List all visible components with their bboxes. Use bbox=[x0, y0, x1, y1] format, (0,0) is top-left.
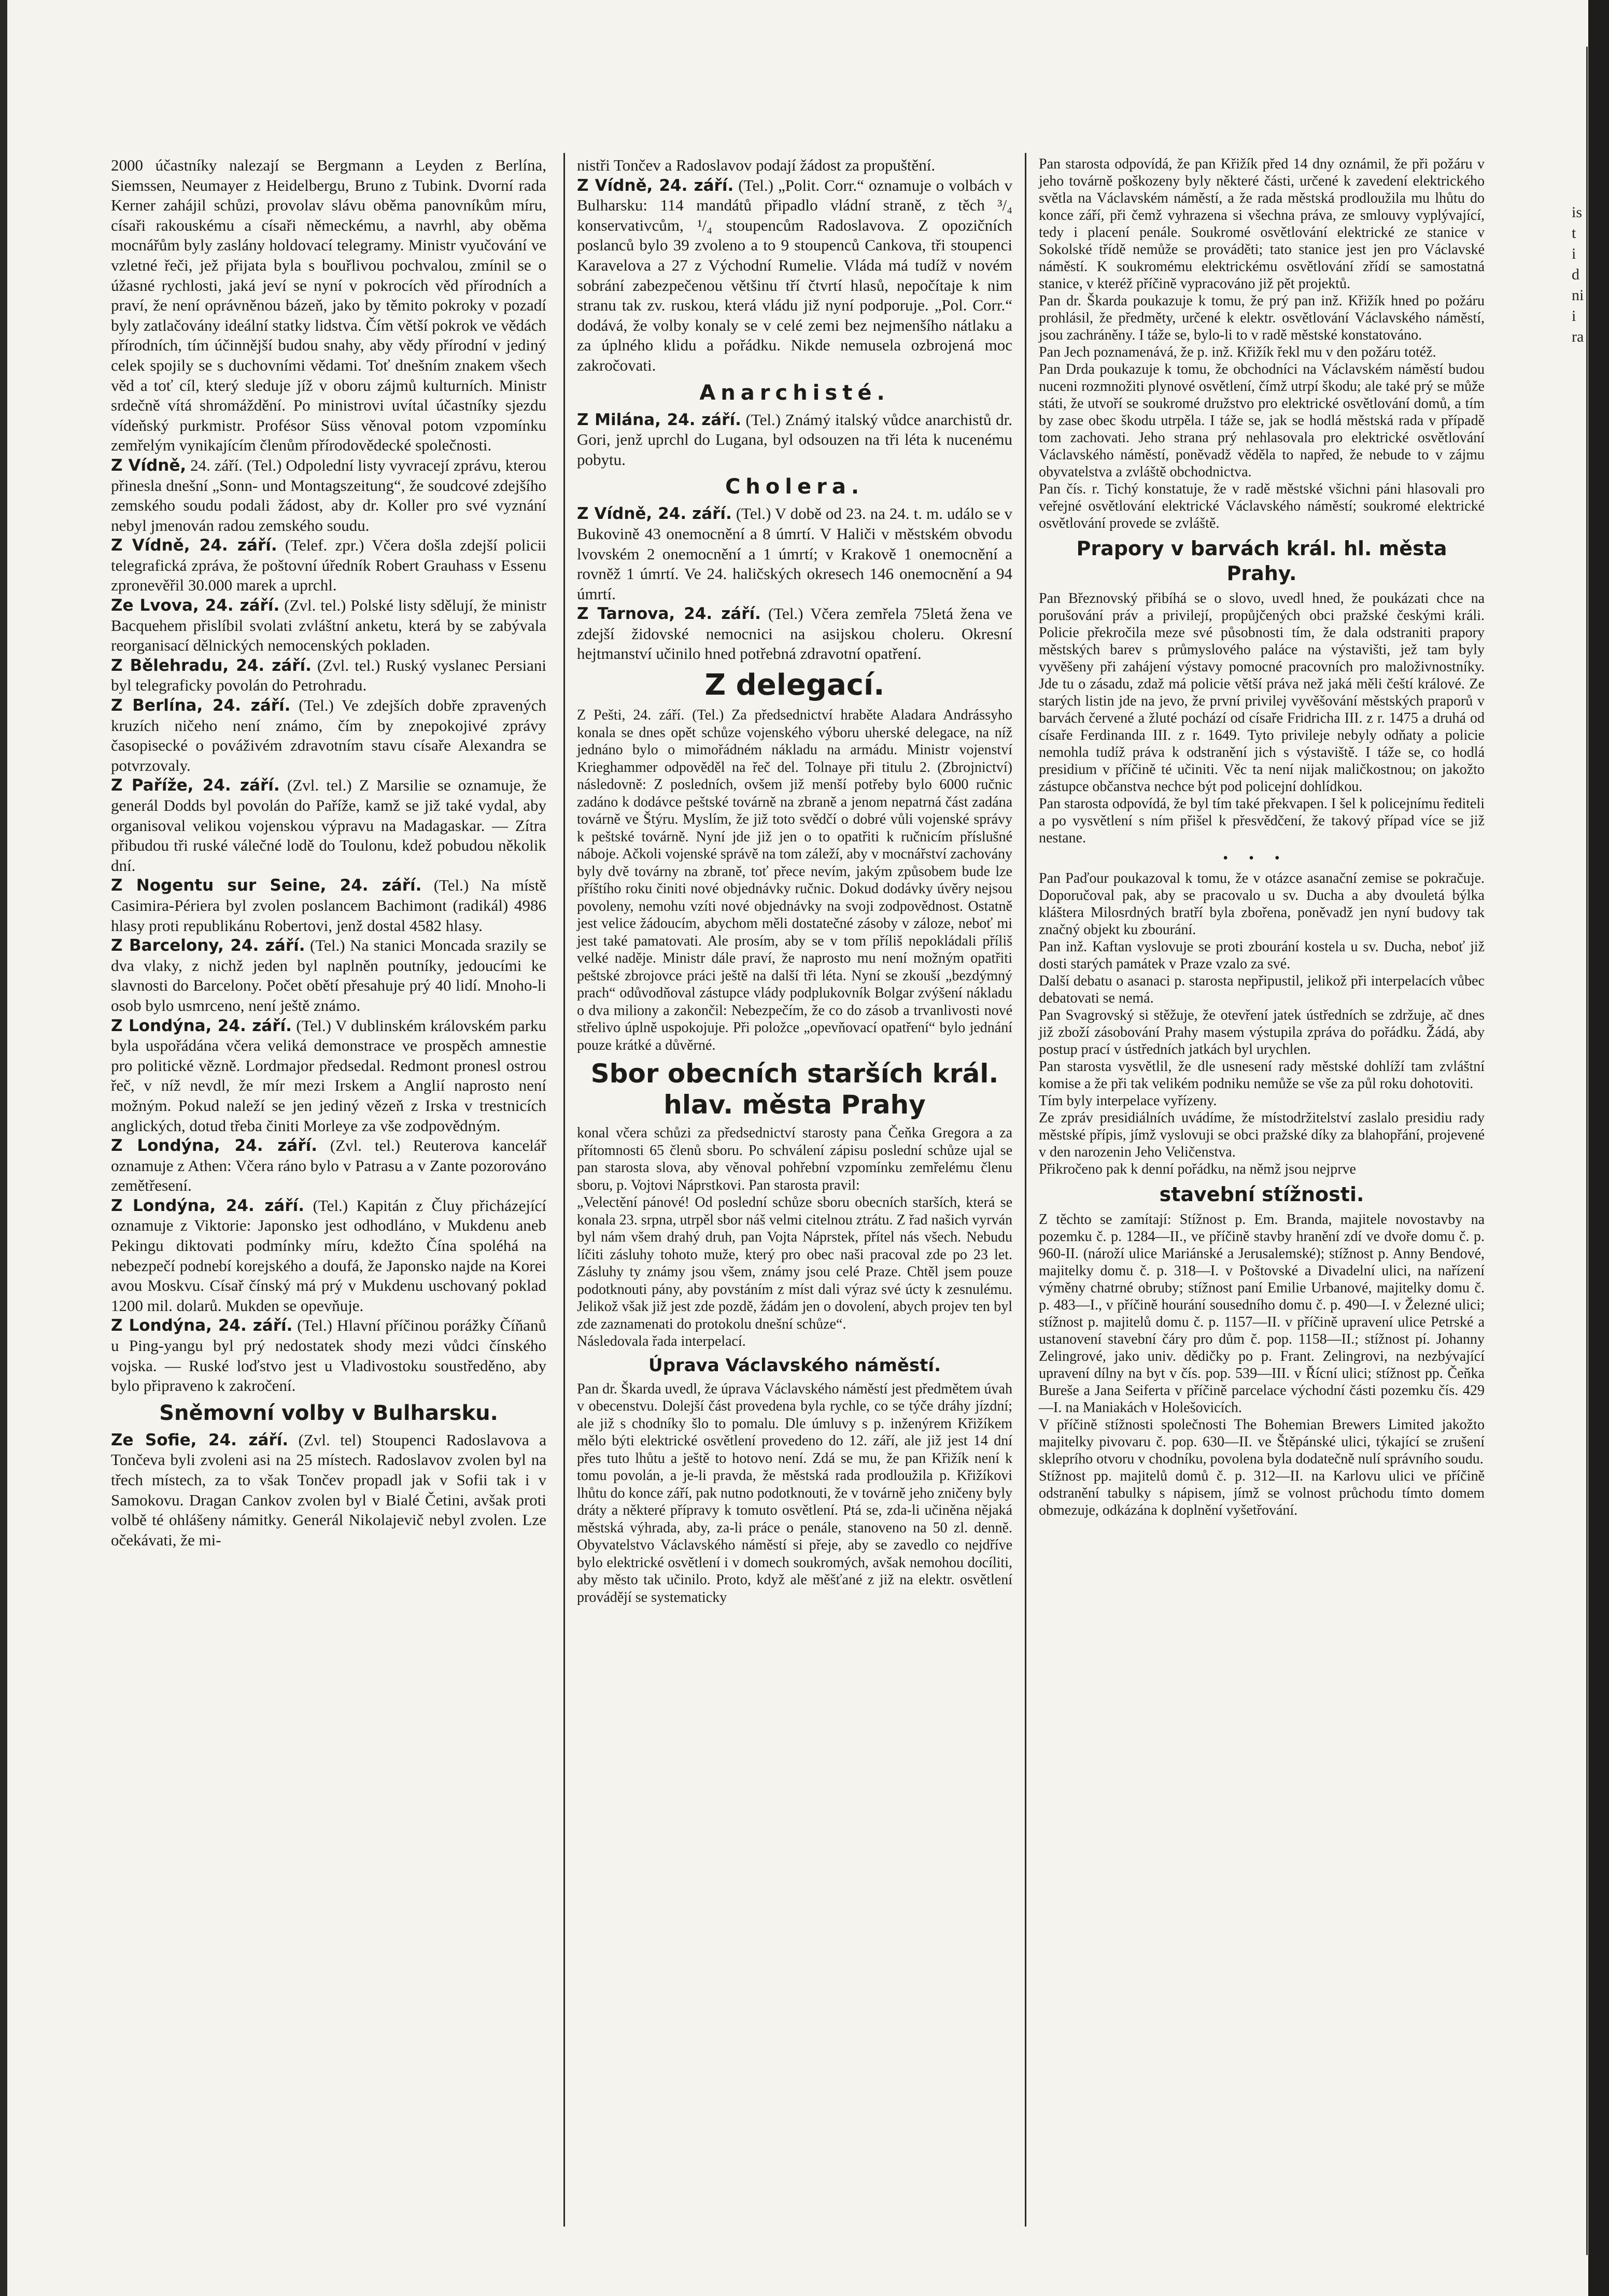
news-item: Ze Sofie, 24. září. (Zvl. tel) Stoupenci Radoslavova a Tončeva byli zvoleni asi na 25 místech. Radoslavov zvolen byl na třech místech, za to však Tončev propadl jak v Sofii tak i v Samokovu. Dragan Cankov zvolen byl v Bialé Četini, avšak proti volbě té ohlášeny námitky. Generál Nikolajevič nebyl zvolen. Lze očekávati, že mi- bbox=[111, 1430, 546, 1549]
article-paragraph: Další debatu o asanaci p. starosta nepřipustil, jelikož při interpelacích vůbec debatovati se nemá. bbox=[1039, 973, 1485, 1006]
article-paragraph: Tím byly interpelace vyřízeny. bbox=[1039, 1093, 1217, 1109]
column-rule bbox=[563, 153, 565, 2227]
news-item: Z Vídně, 24. září. (Tel.) Odpolední listy vyvracejí zprávu, kterou přinesla dnešní „Sonn- und Montagszeitung“, že soudcové zdejšího zemského soudu podali žádost, aby dr. Koller pro své vyznání nebyl jmenován radou zemského soudu. bbox=[111, 456, 546, 534]
news-item: Z Barcelony, 24. září. (Tel.) Na stanici Moncada srazily se dva vlaky, z nichž jeden byl naplněn poutníky, jedoucími ke slavnosti do Barcelony. Počet obětí přesahuje prý 40 lidí. Mnoho-li osob bylo usmrceno, není ještě známo. bbox=[111, 936, 547, 1015]
article-paragraph: 2000 účastníky nalezají se Bergmann a Leyden z Berlína, Siemssen, Neumayer z Heidelbergu, Bruno z Tubink. Dvorní rada Kerner zahájil schůzi, provolav slávu oběma panovníkům míru, císaři rakouskému a císaři německému, a navrhl, aby oběma mocnářům byly zaslány holdovací telegramy. Ministr vyučování ve vzletné řeči, jež přijata byla s bouřlivou pochvalou, zmínil se o úžasné rychlosti, jaká jeví se nyní v pokrocích věd přírodních a praví, že není oprávněnou bázeň, jako by těmito pokroky v pozadí byly zatlačovány ideální statky lidstva. Čím větší pokrok ve vědách přírodních, tím účinnější budou snahy, aby vědy přírodní v jediný celek spojily se s duchovními vědami. Toť dnešním znakem všech věd a toť cíl, který sleduje jíž v oboru zájmů kulturních. Ministr srdečně vítá shromáždění. Po ministrovi uvítal účastníky sjezdu vídeňský purkmistr. Profésor Süss věnoval potom vzpomínku zemřelým vynikajícím členům přírodovědecké společnosti. bbox=[111, 156, 546, 455]
article-paragraph: Přikročeno pak k denní pořádku, na němž jsou nejprve bbox=[1039, 1161, 1356, 1177]
page-fold-line bbox=[1586, 47, 1588, 2255]
article-paragraph: nistři Tončev a Radoslavov podají žádost za propuštění. bbox=[577, 156, 936, 174]
news-item: Z Paříže, 24. září. (Zvl. tel.) Z Marsilie se oznamuje, že generál Dodds byl povolán do Paříže, kamž se již také vydal, aby organisoval velikou vojenskou výpravu na Madagaskar. — Zítra přibudou tři ruské válečné lodě do Toulonu, kdež pobudou několik dní. bbox=[111, 776, 546, 875]
article-paragraph: Pan inž. Kaftan vyslovuje se proti zbourání kostela u sv. Ducha, neboť již dosti starých památek v Praze vzalo za své. bbox=[1039, 939, 1485, 972]
article-paragraph: Pan starosta vysvětlil, že dle usnesení rady městské dohlíží tam zvláštní komise a že při tak velikém podniku nemůže se vše za půl roku dohotoviti. bbox=[1039, 1059, 1485, 1092]
section-heading: Prapory v barvách král. hl. města Prahy. bbox=[1076, 537, 1447, 585]
news-item: Z Nogentu sur Seine, 24. září. (Tel.) Na místě Casimira-Périera byl zvolen poslancem Bachimont (radikál) 4986 hlasy proti republikánu Robertovi, jenž dostal 4582 hlasy. bbox=[111, 876, 546, 935]
article-paragraph: Pan dr. Škarda poukazuje k tomu, že prý pan inž. Křižík hned po požáru prohlásil, že předměty, určené k elektr. osvětlování Václavského náměstí, jsou zachráněny. I táže se, bylo-li to v radě městské konstatováno. bbox=[1039, 293, 1485, 343]
article-paragraph: Pan Paďour poukazoval k tomu, že v otázce asanační zemise se pokračuje. Doporučoval pak, aby se pracovalo u sv. Ducha a aby dvouletá býlka kláštera Milosrdných bratří byla zbořena, poněvadž jen nyní budovy tak značný objekt ku zbourání. bbox=[1039, 870, 1485, 938]
news-item: Z Londýna, 24. září. (Zvl. tel.) Reuterova kancelář oznamuje z Athen: Včera ráno bylo v Patrasu a v Zante pozorováno zemětřesení. bbox=[111, 1136, 546, 1195]
section-heading: Cholera. bbox=[725, 475, 865, 499]
section-heading: Anarchisté. bbox=[699, 381, 890, 405]
article-paragraph: Pan starosta odpovídá, že pan Křižík před 14 dny oznámil, že při požáru v jeho továrně poškozeny byly některé části, určené k zavedení elektrického světla na Václavském náměstí, a že rada městská prodloužila mu lhůtu do konce září, při čemž vyhrazena si všechna práva, ze smlouvy vyplývající, tedy i placení penále. Soukromé osvětlování elektrické ze stanice v Sokolské třídě nemůže se prováděti; tato stanice jest jen pro Václavské náměstí. K soukromému elektrickému osvětlování zřídí se samostatná stanice, v kteréž příčině vypracováno již pět projektů. bbox=[1039, 156, 1485, 292]
news-item: Z Vídně, 24. září. (Telef. zpr.) Včera došla zdejší policii telegrafická zpráva, že poštovní úředník Robert Grauhass v Essenu zpronevěřil 30.000 marek a uprchl. bbox=[111, 536, 546, 595]
section-heading: Z delegací. bbox=[704, 668, 885, 702]
article-paragraph: Pan Březnovský přibíhá se o slovo, uvedl hned, že poukázati chce na porušování práv a privilejí, propůjčených obci pražské českými králi. Policie překročila meze své působnosti tím, že dala odstraniti prapory městských barev s průmyslového paláce na výstavišti, jež tam byly vyvěšeny při zahájení výstavy pomocné pracovních pro maloživnostníky. Jde tu o zásadu, zdaž má policie větší práva než jaká měli čeští králové. Ze starých listin jde na jevo, že první privilej vyvěšování městských praporů v barvách červené a žluté pochází od císaře Fridricha III. z r. 1475 a druhá od císaře Ferdinanda III. z r. 1649. Tyto privileje nebyly odňaty a policie nemohla tudíž práva k odstranění jich s výstaviště. I táže se, co hodlá presidium v příčině té učiniti. Věc ta není nijak maličkostnou; on jakožto zástupce občanstva nechce být pod policejní dohlídkou. bbox=[1039, 590, 1485, 795]
article-paragraph: Pan Svagrovský si stěžuje, že otevření jatek ústředních se zdržuje, ač dnes již zboží zásobování Prahy masem výstupila zpráva do pořádku. Žádá, aby postup prací v ústředních jatkách byl urychlen. bbox=[1039, 1007, 1485, 1058]
edge-letter: ni bbox=[1572, 287, 1584, 304]
article-paragraph: Pan dr. Škarda uvedl, že úprava Václavského náměstí jest předmětem úvah v obecenstvu. Dolejší část provedena byla rychle, co se týče dráhy jízdní; ale již s chodníky šlo to pomalu. Dle úmluvy s p. inženýrem Křižíkem mělo býti elektrické osvětlení provedeno do 12. září, ale již jest 14 dní přes tuto lhůtu a ještě to hotovo není. Zdá se mu, že pan Křižík není k tomu povolán, a je-li pravda, že městská rada prodloužila p. Křižíkovi lhůtu do konce září, pak nutno podotknouti, že v továrně jeho zničeny byly dráty a některé přípravy k tomuto osvětlení. Ptá se, zda-li učiněna nějaká městská výhrada, aby, za-li práce o penále, stanoveno na 50 zl. denně. Obyvatelstvo Václavského náměstí si přeje, aby se zavedlo co nejdříve bylo elektrické osvětlení i v domech soukromých, avšak nemohou docíliti, aby město tak učinilo. Proto, když ale měšťané z již na elektr. osvětlení provádějí se systematicky bbox=[577, 1381, 1012, 1605]
news-item: Z Londýna, 24. září. (Tel.) V dublinském královském parku byla uspořádána včera veliká demonstrace ve prospěch amnestie pro politické vězně. Lordmajor předsedal. Redmont pronesl ostrou řeč, v níž nevdl, že mír mezi Irskem a Anglií naprosto není možným. Pokud naleží se jen jediný vězeň z Irska v trestnicích anglických, dotud třeba činiti Morleye za vše zodpovědným. bbox=[111, 1016, 546, 1135]
section-heading: Sněmovní volby v Bulharsku. bbox=[159, 1401, 498, 1425]
column-3 bbox=[1039, 156, 1485, 1519]
adjacent-page-edge bbox=[1572, 202, 1586, 347]
section-heading: Úprava Václavského náměstí. bbox=[648, 1355, 941, 1376]
article-paragraph: Z Pešti, 24. září. (Tel.) Za předsednictví hraběte Aladara Andrássyho konala se dnes opět schůze vojenského výboru uherské delegace, na níž jednáno bylo o mimořádném nákladu na armádu. Ministr vojenství Krieghammer odpověděl na řeč del. Tolnaye při titulu 2. (Zbrojnictví) následovně: Z posledních, ovšem již menší potřeby bylo 6000 ručnic zadáno k dodávce peštské továrně na zbraně a jenom nepatrná část zadána továrně ve Štýru. Myslím, že již toto svědčí o dobré vůli vojenské správy k peštské továrně. Nyní jde již jen o to opatřiti k ručnicím příslušné náboje. Ačkoli vojenské správě na tom záleží, aby v mocnářství zachovány byly dvě továrny na zbraně, toť přece nevím, jakým způsobem bude lze příštího roku činiti nové objednávky ručnic. Dokud dodávky úvěry nejsou povoleny, nemohu vzíti nové objednávky na svoji zodpovědnost. Ostatně jest velice žádoucím, abychom měli dostatečné zásoby v záloze, neboť mi jest také pamatovati. Ale prosím, aby se v tom příliš nepokládali příliš velké naděje. Ministr dále praví, že naprosto mu není možným opatřiti peštské zbrojovce práci ještě na další tři léta. Nyní se zkouší „bezdýmný prach“ odůvodňoval zástupce vlády podplukovník Bolgar zvýšení nákladu o dva miliony a zakončil: Nebezpečím, že co do zásob a trvanlivosti nové střelivo úplně uspokojuje. Při položce „opevňovací opatření“ bylo jednání pouze krátké a důvěrné. bbox=[577, 707, 1012, 1053]
article-paragraph: Stížnost pp. majitelů domů č. p. 312—II. na Karlovu ulici ve příčině odstranění tabulky s nápisem, jímž se volnost průchodu tímto domem obmezuje, odkázána k doplnění vyšetřování. bbox=[1039, 1468, 1485, 1518]
article-paragraph: Pan Jech poznamenává, že p. inž. Křižík řekl mu v den požáru totéž. bbox=[1039, 344, 1436, 360]
section-heading: Sbor obecních starších král. hlav. města Prahy bbox=[590, 1059, 999, 1120]
news-item: Z Bělehradu, 24. září. (Zvl. tel.) Ruský vyslanec Persiani byl telegraficky povolán do Petrohradu. bbox=[111, 656, 546, 695]
section-divider-dots: ••• bbox=[1223, 850, 1301, 866]
edge-letter: t bbox=[1572, 224, 1576, 242]
news-item: Z Vídně, 24. září. (Tel.) V době od 23. na 24. t. m. událo se v Bukovině 43 onemocnění a 8 úmrtí. V Haliči v městském obvodu lvovském 2 onemocnění a 1 úmrtí; v Krakově 1 onemocnění a rovněž 1 úmrtí. Ve 24. haličských okresech 146 onemocnění a 94 úmrtí. bbox=[577, 504, 1013, 603]
news-item: Z Berlína, 24. září. (Tel.) Ve zdejších dobře zpravených kruzích ničeho není známo, čím by znepokojivé zprávy časopisecké o pováživém zdravotním stavu císaře Alexandra se potvrzovaly. bbox=[111, 696, 547, 774]
news-item: Ze Lvova, 24. září. (Zvl. tel.) Polské listy sdělují, že ministr Bacquehem přislíbil svolati zvláštní anketu, která by se zabývala reorganisací dělnických nemocenských pokladen. bbox=[111, 596, 546, 655]
news-item: Z Tarnova, 24. září. (Tel.) Včera zemřela 75letá žena ve zdejší židovské nemocnici na asijskou choleru. Okresní hejtmanství učinilo hned potřebná zdravotní opatření. bbox=[577, 604, 1012, 663]
news-item: Z Milána, 24. září. (Tel.) Známý italský vůdce anarchistů dr. Gori, jenž uprchl do Lugana, byl odsouzen na tři léta k nucenému pobytu. bbox=[577, 410, 1012, 469]
column-2 bbox=[577, 156, 1012, 1606]
article-paragraph: Pan starosta odpovídá, že byl tím také překvapen. I šel k policejnímu řediteli a po vysvětlení s ním přišel k přesvědčení, že takový případ více se již nestane. bbox=[1039, 796, 1485, 846]
article-paragraph: konal včera schůzi za předsednictví starosty pana Čeňka Gregora a za přítomnosti 65 členů sboru. Po schválení zápisu poslední schůze ujal se pan starosta slova, aby věnoval pohřební vzpomínku zemřelému členu sboru, p. Vojtovi Náprstkovi. Pan starosta pravil: bbox=[577, 1125, 1012, 1193]
edge-letter: i bbox=[1572, 245, 1576, 262]
news-item: Z Vídně, 24. září. (Tel.) „Polit. Corr.“ oznamuje o volbách v Bulharsku: 114 mandátů připadlo vládní straně, z těch ³/₄ konservativcům, ¹/₄ stoupencům Radoslavova. Z opozičních poslanců bylo 39 zvoleno a to 9 stoupenců Cankova, tři stoupenci Karavelova a 27 z Východní Rumelie. Vláda má tudíž v novém sobrání zabezpečenou většinu tří čtvrtí hlasů, nepočítaje k nim stranu tak zv. ruskou, která vládu již nyní podporuje. „Pol. Corr.“ dodává, že volby konaly se v celé zemi bez nejmenšího nátlaku a za úplného klidu a pořádku. Nikde nemusela ozbrojená moc zakročovati. bbox=[577, 176, 1012, 374]
edge-letter: d bbox=[1572, 266, 1579, 283]
edge-letter: i bbox=[1572, 307, 1576, 325]
article-paragraph: Ze zpráv presidiálních uvádíme, že místodržitelství zaslalo presidiu rady městské přípis, jímž vyslovuji se obci pražské díky za blahopřání, projevené v den narozenin Jeho Veličenstva. bbox=[1039, 1110, 1485, 1160]
edge-letter: is bbox=[1572, 204, 1583, 221]
section-heading: stavební stížnosti. bbox=[1159, 1183, 1364, 1206]
edge-letter: ra bbox=[1572, 328, 1584, 345]
article-paragraph: V příčině stížnosti společnosti The Bohemian Brewers Limited jakožto majitelky pivovaru č. pop. 630—II. ve Štěpánské ulici, týkající se zrušení skleprího otvoru v chodníku, povolena byla dodatečně nulí správního soudu. bbox=[1039, 1417, 1485, 1467]
article-paragraph: Pan čís. r. Tichý konstatuje, že v radě městské všichni páni hlasovali pro veřejné osvětlování elektrické Václavského náměstí; soukromé elektrické osvětlování provede se zvláště. bbox=[1039, 481, 1485, 531]
column-1 bbox=[111, 156, 546, 1550]
news-item: Z Londýna, 24. září. (Tel.) Kapitán z Čluy přicházející oznamuje z Viktorie: Japonsko jest odhodláno, v Mukdenu aneb Pekingu diktovati podmínky míru, kdežto Čína spoléhá na nebezpečí podnebí korejského a doufá, že Japonsko najde na Korei avou Moskvu. Císař čínský má prý v Mukdenu uschovaný poklad 1200 mil. dolarů. Mukden se opevňuje. bbox=[111, 1196, 546, 1315]
scan-border-right bbox=[1588, 0, 1609, 2296]
news-item: Z Londýna, 24. září. (Tel.) Hlavní příčinou porážky Číňanů u Ping-yangu byl prý nedostatek shody mezi vůdci čínského vojska. — Ruské loďstvo jest u Vladivostoku soustředěno, aby bylo připraveno k zakročení. bbox=[111, 1316, 546, 1395]
column-rule bbox=[1025, 153, 1026, 2227]
article-paragraph: Z těchto se zamítají: Stížnost p. Em. Branda, majitele novostavby na pozemku č. p. 1284—II., ve příčině stavby hranění zdí ve dvoře domu č. p. 960-II. (nároží ulice Mariánské a Jerusalemské); stížnost p. Anny Bendové, majitelky domu č. p. 318—I. v Poštovské a Divadelní ulici, na nařízení výměny chatrné obruby; stížnost paní Emilie Urbanové, majitelky domu č. p. 483—I., v příčině hourání sousedního domu č. p. 490—I. v Železné ulici; stížnost p. majitelů domu č. p. 1157—II. v příčině upravení ulice Petrské a ustanovení stavební čáry pro dům č. pop. 1158—II.; stížnost pí. Johanny Zelingrové, jako univ. dědičky po p. Frant. Zelingrovi, na nezbývající upravení dílny na byt v čís. pop. 539—III. v Řícní ulici; stížnost pp. Čeňka Bureše a Jana Seiferta v příčině parcelace východní části pozemku čís. 429—I. na Maniakách v Holešovicích. bbox=[1039, 1212, 1485, 1416]
article-paragraph: Pan Drda poukazuje k tomu, že obchodníci na Václavském náměstí budou nuceni rozmnožiti plynové osvětlení, čímž utrpí škodu; ale také prý se může státi, že utvoří se soukromé družstvo pro elektrické osvětlování domů, a tím by zase obec škodu utrpěla. I táže se, jak se hodlá městská rada v případě tom zachovati. Jeho strana prý nehlasovala pro elektrické osvětlování Václavského náměstí, poněvadž věděla to napřed, že nebude to v zájmu obyvatelstva a zvláště obchodnictva. bbox=[1039, 361, 1485, 480]
scan-border-left bbox=[0, 0, 7, 2296]
article-paragraph: „Velectění pánové! Od poslední schůze sboru obecních starších, která se konala 23. srpna, utrpěl sbor náš velmi citelnou ztrátu. Z řad našich vyrván byl nám všem drahý druh, pan Vojta Náprstek, přítel nás všech. Nebudu líčiti zásluhy tohoto muže, který pro obec naši pracoval zde po 23 let. Zásluhy ty známy jsou všem, známy jsou celé Praze. Chtěl jsem pouze podotknouti pány, aby povstáním z míst dali výraz své úcty k zesnulému. Jelikož však již jest zde pozdě, žádám jen o dovolení, abych projev ten byl zde zaznamenati do protokolu dnešní schůze“. bbox=[577, 1194, 1012, 1332]
article-paragraph: Následovala řada interpelací. bbox=[577, 1333, 746, 1350]
